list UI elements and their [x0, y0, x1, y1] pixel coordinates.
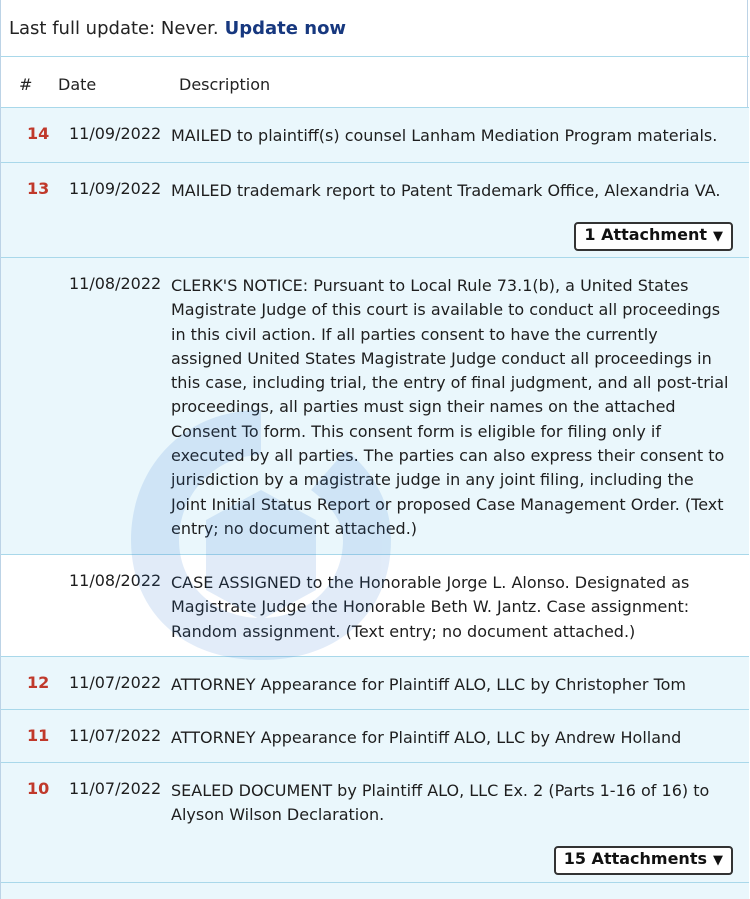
- entry-description: MAILED trademark report to Patent Trademark Office, Alexandria VA.: [171, 181, 721, 200]
- entry-description: CASE ASSIGNED to the Honorable Jorge L. Alonso. Designated as Magistrate Judge the Honorable Beth W. Jantz. Case assignment: Random assignment. (Text entry; no document attached.): [171, 573, 690, 641]
- table-row: [1, 555, 749, 657]
- header-date[interactable]: Date: [58, 75, 97, 94]
- table-header: [1, 56, 749, 108]
- entry-description: SEALED DOCUMENT by Plaintiff ALO, LLC Ex. 2 (Parts 1-16 of 16) to Alyson Wilson Declaration.: [171, 781, 710, 825]
- chevron-down-icon: ▼: [713, 229, 723, 244]
- chevron-down-icon: ▼: [713, 853, 723, 868]
- header-description[interactable]: Description: [179, 75, 271, 94]
- entry-description: ATTORNEY Appearance for Plaintiff ALO, LLC by Christopher Tom: [171, 675, 686, 694]
- table-row: [1, 163, 749, 258]
- entry-date: 11/08/2022: [69, 571, 162, 590]
- entry-date: 11/07/2022: [69, 673, 162, 692]
- entry-number[interactable]: 10: [27, 779, 50, 798]
- entry-description: ATTORNEY Appearance for Plaintiff ALO, LLC by Andrew Holland: [171, 728, 682, 747]
- entry-description: CLERK'S NOTICE: Pursuant to Local Rule 73.1(b), a United States Magistrate Judge of this court is available to conduct all proceedings in this civil action. If all parties consent to have the currently assigned United States Magistrate Judge conduct all proceedings in this case, including trial, the entry of final judgment, and all post-trial proceedings, all parties must sign their names on the attached Consent To form. This consent form is eligible for filing only if executed by all parties. The parties can also express their consent to jurisdiction by a magistrate judge in any joint filing, including the Joint Initial Status Report or proposed Case Management Order. (Text entry; no document attached.): [171, 276, 729, 538]
- update-status: [9, 18, 346, 40]
- header-number[interactable]: #: [19, 75, 33, 94]
- table-row: [1, 108, 749, 163]
- table-row: [1, 710, 749, 763]
- attachments-dropdown-button[interactable]: [554, 846, 733, 875]
- table-row: [1, 258, 749, 555]
- attachments-label: 1 Attachment: [584, 225, 707, 244]
- attachments-label: 15 Attachments: [563, 849, 707, 868]
- entry-number[interactable]: 13: [27, 179, 50, 198]
- entry-date: 11/07/2022: [69, 726, 162, 745]
- update-now-link[interactable]: Update now: [224, 18, 347, 39]
- entry-date: 11/08/2022: [69, 274, 162, 293]
- entry-number[interactable]: 11: [27, 726, 50, 745]
- update-status-label: Last full update: Never.: [9, 18, 219, 39]
- entry-description: MAILED to plaintiff(s) counsel Lanham Mediation Program materials.: [171, 126, 718, 145]
- entry-date: 11/07/2022: [69, 779, 162, 798]
- entry-date: 11/09/2022: [69, 179, 162, 198]
- table-row: [1, 763, 749, 883]
- attachments-dropdown-button[interactable]: [574, 222, 733, 251]
- table-row: [1, 657, 749, 710]
- entry-number[interactable]: 12: [27, 673, 50, 692]
- entry-date: 11/09/2022: [69, 124, 162, 143]
- entry-number[interactable]: 14: [27, 124, 50, 143]
- table-row: [1, 883, 749, 899]
